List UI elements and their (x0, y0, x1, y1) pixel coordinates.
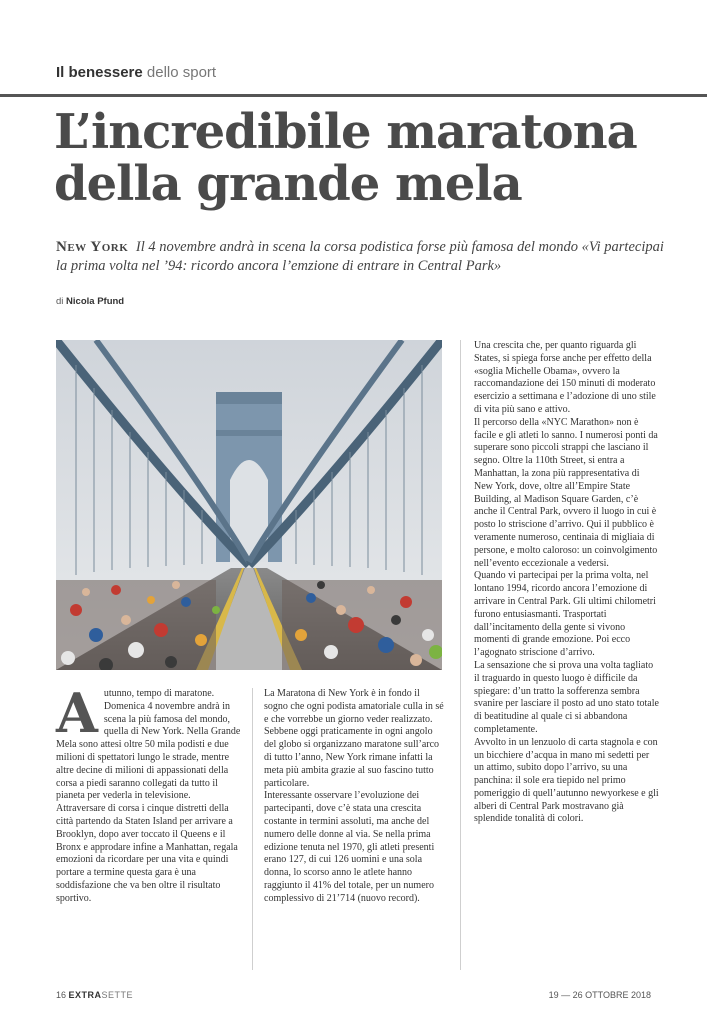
byline-prefix: di (56, 296, 64, 307)
section-kicker (56, 64, 216, 81)
magazine-brand-suffix: SETTE (101, 990, 134, 1000)
dropcap: A (56, 681, 98, 745)
article-paragraph: La sensazione che si prova una volta tagliato il traguardo in questo luogo è difficile da spiegare: d’un tratto la sofferenza sembra svanire per lasciare il posto ad uno stato totale di beatitudine al quale ci si abbandona completamente. (474, 659, 659, 735)
headline (54, 106, 674, 210)
article-paragraph: Il percorso della «NYC Marathon» non è facile e gli atleti lo sanno. I numerosi ponti da superare sono piccoli strappi che lasciano il segno. Oltre la 110th Street, si entra a Manhattan, la zona più rappresentativa di New York, dove, oltre all’Empire State Building, al Madison Square Garden, c’è anche il Central Park, ovvero il luogo in cui è posto lo striscione d’arrivo. Qui il pubblico è veramente numeroso, centinaia di migliaia di persone, e molto caloroso: un coinvolgimento nell’evento eccezionale a vedersi. (474, 416, 658, 569)
column-divider-1 (252, 688, 253, 970)
column-divider-2 (460, 340, 461, 970)
paragraph-text: utunno, tempo di maratone. Domenica 4 novembre andrà in scena la più famosa del mondo, quella di New York. Nella Grande Mela sono attesi oltre 50 mila podisti e due milioni di spettatori lungo le strade, mentre altre decine di milioni di appassionati della corsa a piedi saranno collegati da tutto il pianeta per vederla in televisione. (56, 688, 241, 802)
bridge-runners-illustration (56, 340, 442, 670)
issue-date: 19 — 26 OTTOBRE 2018 (548, 990, 651, 1000)
byline (56, 296, 124, 307)
headline-line-1: L’incredibile maratona (54, 104, 637, 160)
section-kicker-strong: Il benessere (56, 64, 143, 81)
article-paragraph: Interessante osservare l’evoluzione dei partecipanti, dove c’è stata una crescita costante in termini assoluti, ma anche del numero delle donne al via. Se nella prima edizione tenuta nel 1970, gli atleti presenti erano 127, di cui 126 uomini e una sola donna, lo scorso anno le atlete hanno raggiunto il 41% del totale, per un numero complessivo di 21’714 (nuovo record). (264, 790, 435, 904)
article-paragraph: La Maratona di New York è in fondo il sogno che ogni podista amatoriale culla in sé e che vorrebbe un giorno veder realizzato. Sebbene oggi praticamente in ogni angolo del globo si organizzano maratone sull’arco di tutto l’anno, New York rimane infatti la meta più ambita grazie al suo fascino tutto particolare. (264, 688, 444, 789)
article-paragraph (56, 681, 241, 803)
section-kicker-light: dello sport (146, 64, 217, 81)
article-column-2 (264, 688, 446, 906)
byline-author: Nicola Pfund (66, 296, 125, 307)
article-column-3 (474, 340, 660, 826)
article-paragraph: Attraversare di corsa i cinque distretti della città partendo da Staten Island per arrivare a Brooklyn, dopo aver toccato il Queens e il Bronx e approdare infine a Manhattan, regala emozioni da ricordare per una vita e quindi portare a termine questa gara è una soddisfazione che va ben oltre il risultato sportivo. (56, 803, 238, 904)
article-column-1 (56, 681, 241, 906)
top-rule (0, 94, 707, 97)
article-paragraph: Quando vi partecipai per la prima volta, nel lontano 1994, ricordo ancora l’emozione di arrivare in Central Park. Gli ultimi chilometri furono entusiasmanti. Trasportati dall’incitamento della gente si vivono momenti di grande emozione. Poi ecco l’agognato striscione d’arrivo. (474, 570, 656, 659)
deck-text: Il 4 novembre andrà in scena la corsa podistica forse più famosa del mondo «Vi partecipai la prima volta nel ’94: ricordo ancora l’emzione di entrare in Central Park» (56, 239, 664, 274)
article-paragraph: Una crescita che, per quanto riguarda gli States, si spiega forse anche per effetto della «soglia Michelle Obama», ovvero la raccomandazione dei 150 minuti di moderato esercizio a settimana e l’adozione di uno stile di vita più sano e attivo. (474, 340, 656, 415)
deck-location: New York (56, 239, 129, 255)
marathon-photo (56, 340, 442, 670)
article-paragraph: Avvolto in un lenzuolo di carta stagnola e con un bicchiere d’acqua in mano mi sedetti per un attimo, subito dopo l’arrivo, su una panchina: il sole era tiepido nel primo pomeriggio di quell’autunno newyorkese e gli alberi di Central Park mostravano già splendide tonalità di colori. (474, 736, 659, 825)
magazine-brand: EXTRA (68, 990, 102, 1000)
page-number: 16 (56, 990, 67, 1000)
deck (56, 238, 676, 276)
page-footer-left (56, 990, 133, 1000)
headline-line-2: della grande mela (54, 156, 522, 212)
